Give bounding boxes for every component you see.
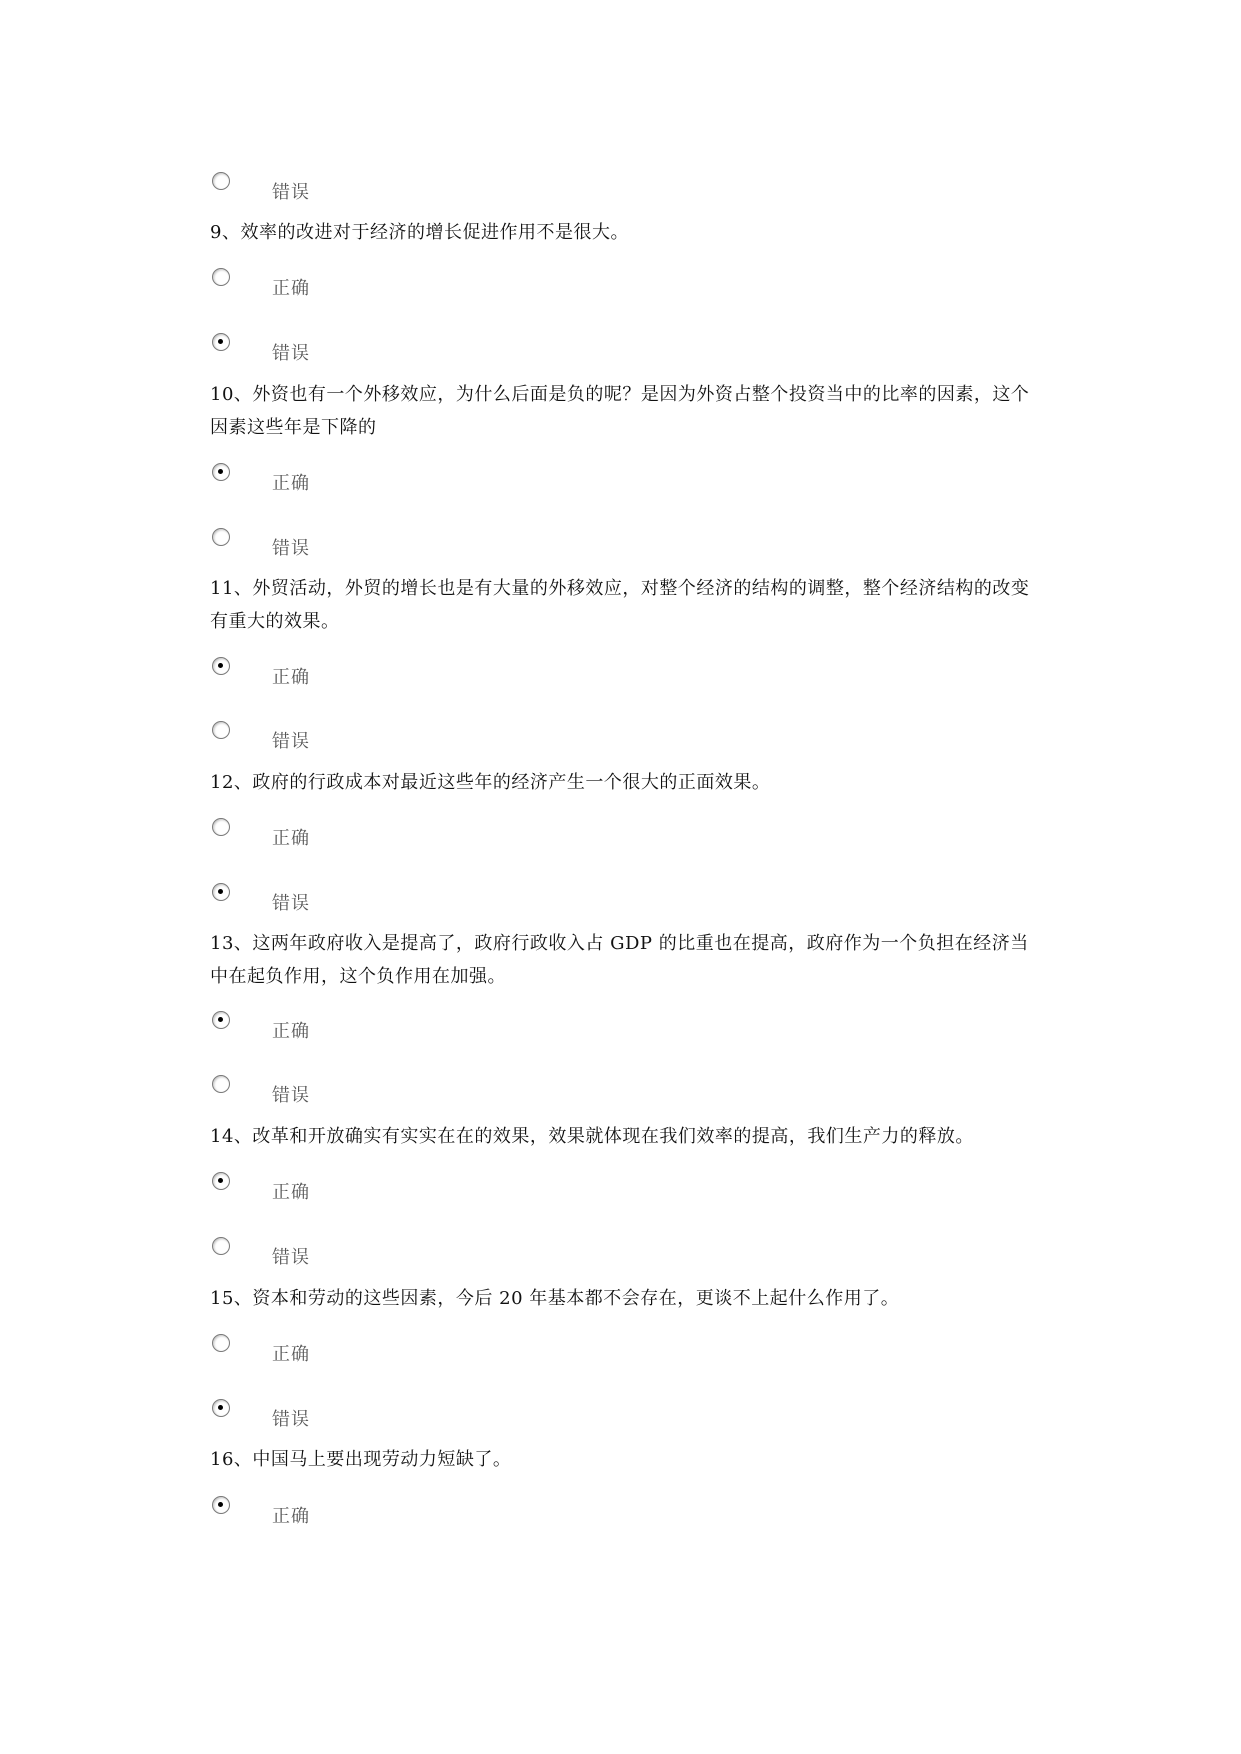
question-text: 11、外贸活动，外贸的增长也是有大量的外移效应，对整个经济的结构的调整，整个经济结构的改变有重大的效果。 (210, 578, 1030, 632)
question-text: 13、这两年政府收入是提高了，政府行政收入占 GDP 的比重也在提高，政府作为一个负担在经济当中在起负作用，这个负作用在加强。 (210, 933, 1029, 987)
option-wrong[interactable] (212, 172, 332, 202)
option-correct[interactable] (212, 268, 332, 298)
option-label: 错误 (272, 343, 310, 364)
radio-button[interactable] (212, 721, 230, 739)
option-label: 正确 (272, 473, 310, 494)
option-label: 正确 (272, 1182, 310, 1203)
question-text: 9、效率的改进对于经济的增长促进作用不是很大。 (210, 222, 629, 243)
radio-button[interactable] (212, 268, 230, 286)
question-text: 10、外资也有一个外移效应，为什么后面是负的呢？是因为外资占整个投资当中的比率的因素，这个因素这些年是下降的 (210, 384, 1030, 438)
radio-button[interactable] (212, 1075, 230, 1093)
option-wrong[interactable] (212, 721, 332, 751)
option-correct[interactable] (212, 1172, 332, 1202)
option-label: 错误 (272, 182, 310, 203)
option-label: 正确 (272, 667, 310, 688)
option-wrong[interactable] (212, 1399, 332, 1429)
option-label: 正确 (272, 1506, 310, 1527)
option-correct[interactable] (212, 1334, 332, 1364)
option-correct[interactable] (212, 818, 332, 848)
radio-button[interactable] (212, 818, 230, 836)
radio-button[interactable] (212, 333, 230, 351)
option-wrong[interactable] (212, 333, 332, 363)
option-wrong[interactable] (212, 528, 332, 558)
radio-button[interactable] (212, 883, 230, 901)
radio-button[interactable] (212, 1399, 230, 1417)
radio-button[interactable] (212, 172, 230, 190)
question-text: 12、政府的行政成本对最近这些年的经济产生一个很大的正面效果。 (210, 772, 771, 793)
option-label: 错误 (272, 893, 310, 914)
option-label: 错误 (272, 1247, 310, 1268)
radio-button[interactable] (212, 1334, 230, 1352)
option-label: 正确 (272, 828, 310, 849)
option-wrong[interactable] (212, 1237, 332, 1267)
option-correct[interactable] (212, 657, 332, 687)
option-label: 正确 (272, 278, 310, 299)
option-correct[interactable] (212, 1496, 332, 1526)
radio-button[interactable] (212, 1172, 230, 1190)
option-label: 错误 (272, 1409, 310, 1430)
radio-button[interactable] (212, 463, 230, 481)
question-text: 15、资本和劳动的这些因素，今后 20 年基本都不会存在，更谈不上起什么作用了。 (210, 1288, 900, 1309)
option-label: 错误 (272, 1085, 310, 1106)
radio-button[interactable] (212, 1237, 230, 1255)
option-label: 正确 (272, 1344, 310, 1365)
option-correct[interactable] (212, 463, 332, 493)
radio-button[interactable] (212, 1011, 230, 1029)
option-wrong[interactable] (212, 1075, 332, 1105)
question-text: 14、改革和开放确实有实实在在的效果，效果就体现在我们效率的提高，我们生产力的释放。 (210, 1126, 974, 1147)
option-label: 错误 (272, 538, 310, 559)
option-label: 错误 (272, 731, 310, 752)
question-text: 16、中国马上要出现劳动力短缺了。 (210, 1449, 512, 1470)
option-wrong[interactable] (212, 883, 332, 913)
radio-button[interactable] (212, 1496, 230, 1514)
option-label: 正确 (272, 1021, 310, 1042)
radio-button[interactable] (212, 528, 230, 546)
radio-button[interactable] (212, 657, 230, 675)
option-correct[interactable] (212, 1011, 332, 1041)
